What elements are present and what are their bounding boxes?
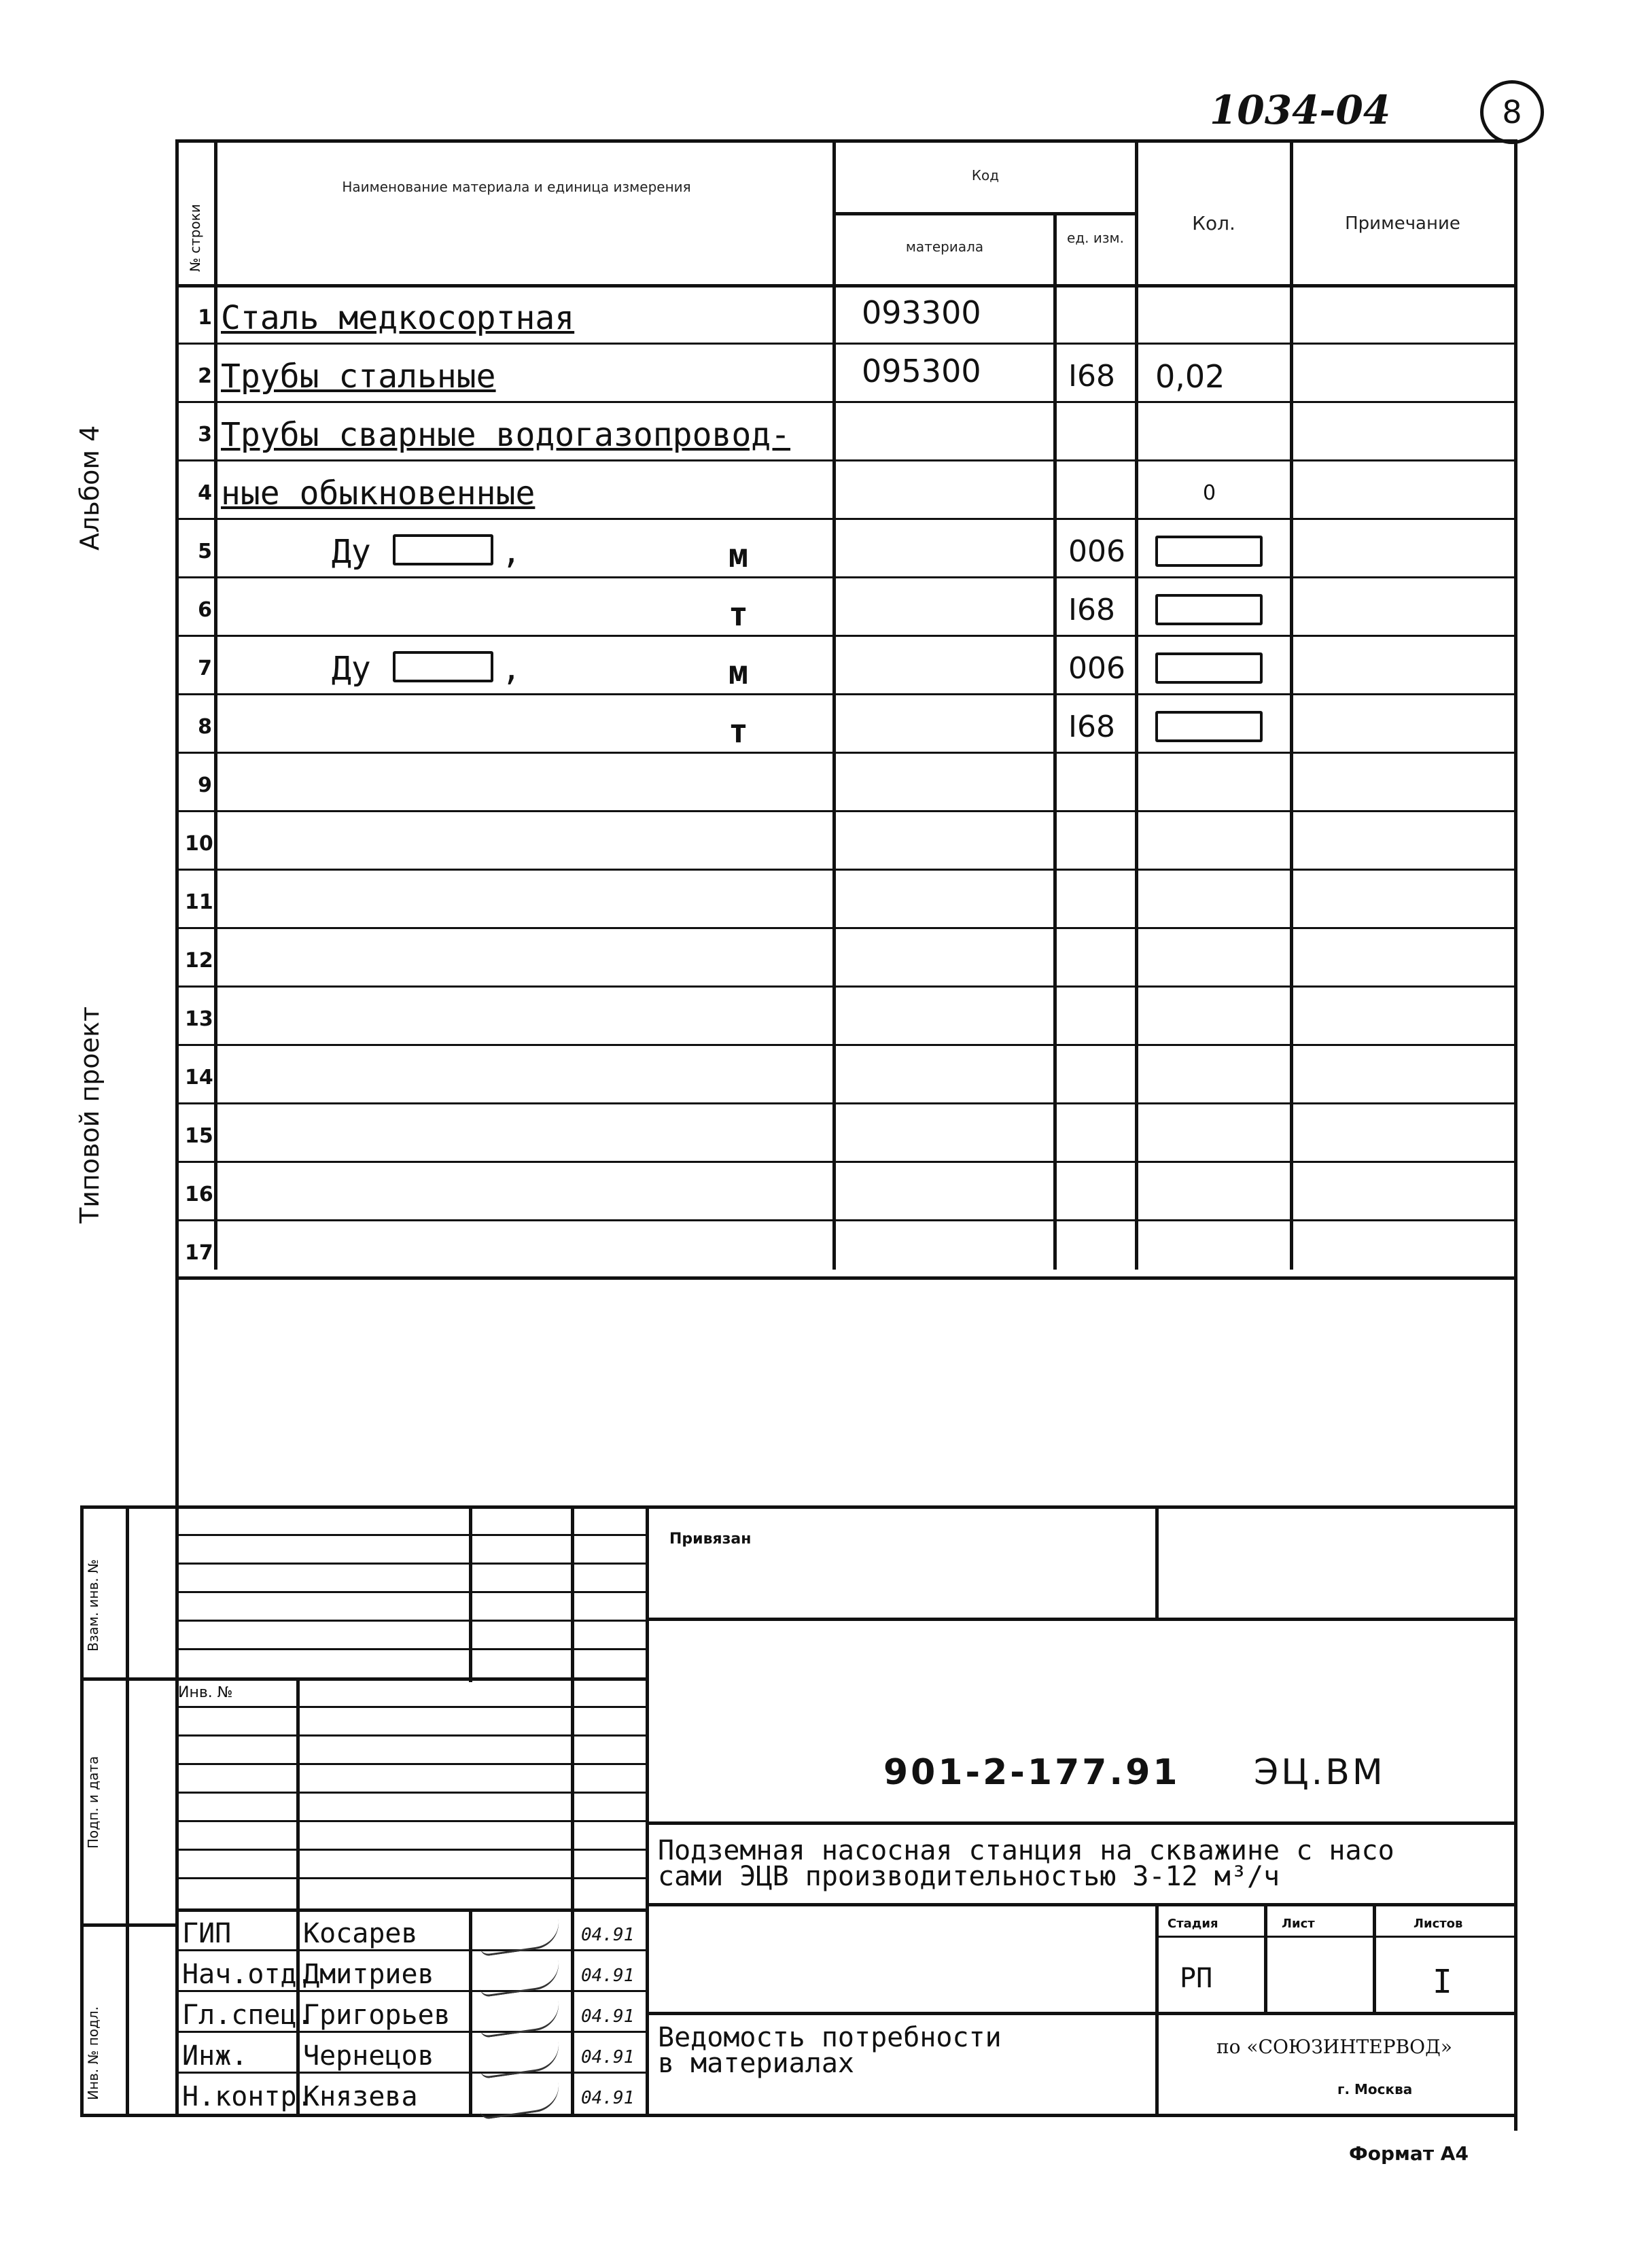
quantity-blank-box bbox=[1155, 594, 1263, 625]
organization: по «СОЮЗИНТЕРВОД» bbox=[1216, 2036, 1453, 2058]
row-number: 15 bbox=[185, 1124, 213, 1148]
signatory-name: Князева bbox=[303, 2081, 418, 2112]
material-code: 095300 bbox=[862, 353, 981, 389]
rule-line bbox=[80, 1677, 175, 1681]
rule-line bbox=[175, 1161, 1514, 1163]
signatory-date: 04.91 bbox=[581, 2047, 635, 2068]
signatory-role: ГИП bbox=[182, 1918, 232, 1949]
row-number: 6 bbox=[198, 598, 212, 622]
row-number: 4 bbox=[198, 481, 212, 505]
rule-line bbox=[175, 1219, 1514, 1221]
header-note: Примечание bbox=[1345, 213, 1460, 234]
row-number: 17 bbox=[185, 1241, 213, 1265]
rule-line bbox=[1290, 139, 1293, 1270]
unit-code: I68 bbox=[1068, 359, 1115, 394]
unit-letter: м bbox=[728, 537, 748, 575]
rule-line bbox=[571, 1505, 574, 2114]
rule-line bbox=[646, 1903, 1514, 1906]
quantity-blank-box bbox=[1155, 711, 1263, 742]
rule-line bbox=[175, 985, 1514, 988]
rule-line bbox=[175, 576, 1514, 578]
unit-code: I68 bbox=[1068, 593, 1115, 627]
stamp-left-label-2: Подп. и дата bbox=[85, 1756, 101, 1849]
rule-line bbox=[80, 1505, 84, 2114]
signatory-role: Н.контр. bbox=[182, 2081, 313, 2112]
inv-no-label: Инв. № bbox=[178, 1684, 233, 1701]
row-number: 13 bbox=[185, 1007, 213, 1031]
material-name: ные обыкновенные bbox=[221, 474, 535, 512]
rule-line bbox=[175, 2031, 646, 2033]
rule-line bbox=[175, 1563, 646, 1565]
row-number: 8 bbox=[198, 715, 212, 739]
stamp-left-label-3: Инв. № подл. bbox=[85, 2006, 101, 2100]
rule-line bbox=[175, 1591, 646, 1593]
sheets-value: I bbox=[1433, 1963, 1452, 2001]
rule-line bbox=[175, 1734, 646, 1737]
quantity: 0 bbox=[1203, 481, 1216, 505]
quantity: 0,02 bbox=[1155, 358, 1225, 395]
city: г. Москва bbox=[1337, 2081, 1413, 2097]
rule-line bbox=[646, 2012, 1514, 2015]
diameter-blank-box bbox=[393, 534, 493, 565]
header-code: Код bbox=[971, 167, 1000, 184]
material-name: Трубы сварные водогазопровод- bbox=[221, 416, 791, 454]
document-number: 1034-04 bbox=[1210, 87, 1391, 133]
material-name: Ду bbox=[332, 533, 371, 571]
stage-value: РП bbox=[1180, 1963, 1213, 1994]
diameter-blank-box bbox=[393, 651, 493, 682]
rule-line bbox=[175, 1763, 646, 1765]
rule-line bbox=[126, 1505, 129, 2114]
rule-line bbox=[175, 752, 1514, 754]
row-number: 2 bbox=[198, 364, 212, 388]
header-code-material: материала bbox=[905, 239, 984, 255]
document-mark: ЭЦ.ВМ bbox=[1254, 1752, 1386, 1793]
row-number: 9 bbox=[198, 773, 212, 797]
doc-title-line-1: Ведомость потребности bbox=[658, 2022, 1002, 2053]
material-name: Сталь медкосортная bbox=[221, 299, 575, 337]
album-label: Альбом 4 bbox=[75, 425, 105, 551]
row-number: 12 bbox=[185, 949, 213, 973]
rule-line bbox=[1373, 1903, 1376, 2012]
unit-letter: т bbox=[728, 595, 748, 633]
rule-line bbox=[175, 635, 1514, 637]
rule-line bbox=[175, 1849, 646, 1851]
material-name: Ду bbox=[332, 650, 371, 688]
rule-line bbox=[646, 1821, 1514, 1825]
rule-line bbox=[175, 1102, 1514, 1104]
rule-line bbox=[175, 693, 1514, 695]
rule-line bbox=[1135, 139, 1138, 1270]
sheet-circle: 8 bbox=[1480, 80, 1544, 144]
signatory-role: Инж. bbox=[182, 2040, 248, 2072]
rule-line bbox=[175, 869, 1514, 871]
rule-line bbox=[175, 1877, 646, 1879]
rule-line bbox=[175, 343, 1514, 345]
signatory-role: Нач.отд. bbox=[182, 1959, 313, 1990]
rule-line bbox=[469, 1505, 472, 1682]
rule-line bbox=[175, 1706, 646, 1708]
format-label: Формат А4 bbox=[1349, 2142, 1469, 2165]
rule-line bbox=[832, 139, 836, 1270]
rule-line bbox=[832, 212, 1135, 215]
row-number: 7 bbox=[198, 657, 212, 680]
row-number: 3 bbox=[198, 423, 212, 447]
rule-line bbox=[175, 139, 179, 2114]
designation-code: 901-2-177.91 bbox=[883, 1752, 1180, 1793]
rule-line bbox=[1264, 1903, 1267, 2012]
quantity-blank-box bbox=[1155, 652, 1263, 684]
rule-line bbox=[175, 1677, 646, 1681]
signatory-role: Гл.спец. bbox=[182, 2000, 313, 2031]
rule-line bbox=[646, 1618, 1514, 1621]
header-rownum: № строки bbox=[187, 204, 203, 272]
rule-line bbox=[175, 1648, 646, 1650]
rule-line bbox=[175, 1044, 1514, 1046]
stage-label: Стадия bbox=[1167, 1917, 1218, 1931]
rule-line bbox=[1053, 212, 1057, 1270]
sheet-label: Лист bbox=[1282, 1917, 1315, 1931]
rule-line bbox=[175, 1949, 646, 1951]
rule-line bbox=[175, 1792, 646, 1794]
rule-line bbox=[175, 1990, 646, 1992]
rule-line bbox=[175, 927, 1514, 929]
rule-line bbox=[1155, 2012, 1159, 2114]
rule-line bbox=[175, 2072, 646, 2074]
rule-line bbox=[175, 1908, 646, 1912]
rule-line bbox=[175, 459, 1514, 461]
quantity-blank-box bbox=[1155, 536, 1263, 567]
unit-code: I68 bbox=[1068, 710, 1115, 744]
rule-line bbox=[175, 401, 1514, 403]
rule-line bbox=[1155, 1505, 1159, 1618]
rule-line bbox=[80, 2114, 1514, 2117]
rule-line bbox=[80, 1923, 175, 1927]
unit-code: 006 bbox=[1068, 534, 1125, 569]
project-title-line-2: сами ЭЦВ производительностью 3-12 м³/ч bbox=[658, 1861, 1280, 1892]
row-number: 14 bbox=[185, 1066, 213, 1089]
rule-line bbox=[175, 1534, 646, 1536]
unit-letter: м bbox=[728, 654, 748, 692]
sheets-label: Листов bbox=[1413, 1917, 1463, 1931]
rule-line bbox=[175, 1820, 646, 1822]
row-number: 5 bbox=[198, 540, 212, 563]
rule-line bbox=[175, 284, 1514, 287]
rule-line bbox=[214, 139, 217, 1270]
signatory-date: 04.91 bbox=[581, 2088, 635, 2108]
row-number: 1 bbox=[198, 306, 212, 330]
signatory-name: Дмитриев bbox=[303, 1959, 434, 1990]
material-code: 093300 bbox=[862, 294, 981, 331]
rule-line bbox=[1514, 139, 1517, 2131]
rule-line bbox=[175, 139, 1514, 143]
rule-line bbox=[175, 1620, 646, 1622]
header-qty: Кол. bbox=[1192, 212, 1235, 234]
project-label: Типовой проект bbox=[75, 1006, 105, 1223]
signatory-date: 04.91 bbox=[581, 2006, 635, 2027]
stamp-left-label-1: Взам. инв. № bbox=[85, 1559, 101, 1652]
rule-line bbox=[175, 518, 1514, 520]
project-title-line-1: Подземная насосная станция на скважине с насо bbox=[658, 1835, 1394, 1866]
signatory-date: 04.91 bbox=[581, 1966, 635, 1986]
row-number: 11 bbox=[185, 890, 213, 914]
privyazan-label: Привязан bbox=[669, 1531, 752, 1548]
row-number: 16 bbox=[185, 1183, 213, 1206]
header-code-unit: ед. изм. bbox=[1067, 230, 1124, 246]
diameter-separator: , bbox=[502, 650, 521, 688]
doc-title-line-2: в материалах bbox=[658, 2048, 854, 2079]
signatory-name: Косарев bbox=[303, 1918, 418, 1949]
rule-line bbox=[175, 1276, 1514, 1280]
unit-letter: т bbox=[728, 712, 748, 750]
signatory-name: Чернецов bbox=[303, 2040, 434, 2072]
rule-line bbox=[1155, 1936, 1514, 1938]
rule-line bbox=[469, 1908, 472, 2114]
signatory-name: Григорьев bbox=[303, 2000, 451, 2031]
row-number: 10 bbox=[185, 832, 213, 856]
unit-code: 006 bbox=[1068, 651, 1125, 686]
rule-line bbox=[80, 1505, 1514, 1509]
rule-line bbox=[646, 1505, 649, 2114]
rule-line bbox=[1155, 1903, 1159, 2012]
signatory-date: 04.91 bbox=[581, 1925, 635, 1945]
material-name: Трубы стальные bbox=[221, 357, 496, 396]
header-name: Наименование материала и единица измерения bbox=[342, 179, 691, 195]
rule-line bbox=[175, 810, 1514, 812]
diameter-separator: , bbox=[502, 533, 521, 571]
